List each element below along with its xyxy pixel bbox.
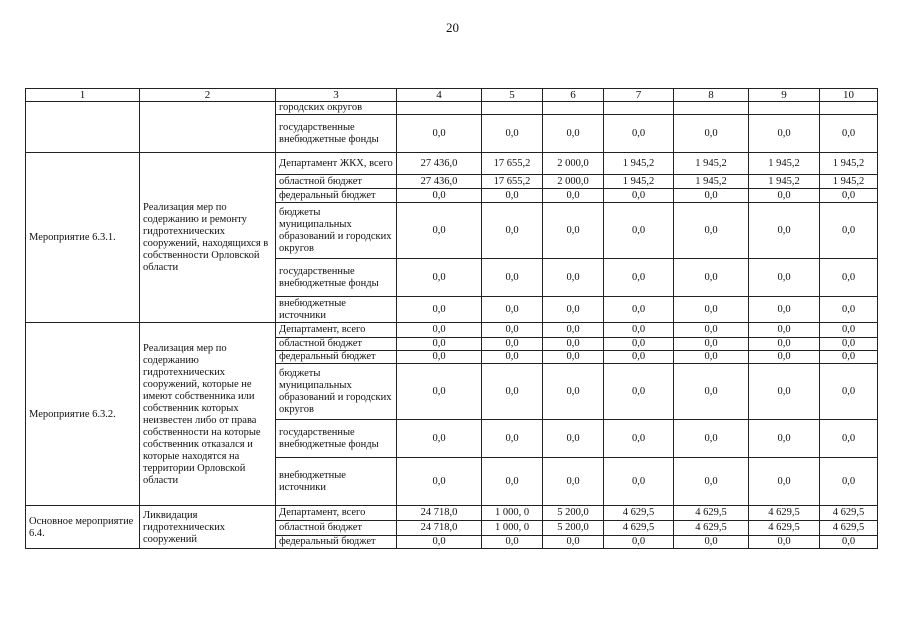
- value-cell: 0,0: [397, 458, 482, 506]
- funding-source: внебюджетные источники: [276, 297, 397, 323]
- value-cell: 0,0: [674, 458, 749, 506]
- value-cell: 0,0: [397, 297, 482, 323]
- table-row: [26, 506, 878, 521]
- value-cell: 0,0: [482, 115, 543, 153]
- measure-description: Реализация мер по содержанию и ремонту гидротехнических сооружений, находящихся в собственности Орловской области: [140, 153, 276, 323]
- funding-source: федеральный бюджет: [276, 536, 397, 549]
- value-cell: 4 629,5: [674, 506, 749, 521]
- value-cell: 0,0: [749, 364, 820, 420]
- funding-table: [25, 88, 878, 549]
- value-cell: 0,0: [482, 351, 543, 364]
- value-cell: 0,0: [604, 189, 674, 203]
- funding-source: государственные внебюджетные фонды: [276, 259, 397, 297]
- value-cell: 0,0: [749, 536, 820, 549]
- value-cell: 0,0: [749, 189, 820, 203]
- value-cell: 17 655,2: [482, 153, 543, 175]
- value-cell: 2 000,0: [543, 153, 604, 175]
- measure-name: Мероприятие 6.3.1.: [26, 153, 140, 323]
- value-cell: 1 945,2: [604, 153, 674, 175]
- value-cell: 1 000, 0: [482, 521, 543, 536]
- value-cell: 0,0: [749, 203, 820, 259]
- value-cell: 0,0: [604, 536, 674, 549]
- value-cell: 1 000, 0: [482, 506, 543, 521]
- funding-source: городских округов: [276, 102, 397, 115]
- value-cell: 27 436,0: [397, 175, 482, 189]
- value-cell: 0,0: [482, 420, 543, 458]
- value-cell: 0,0: [543, 323, 604, 338]
- measure-name: Мероприятие 6.3.2.: [26, 323, 140, 506]
- value-cell: 2 000,0: [543, 175, 604, 189]
- value-cell: 0,0: [749, 297, 820, 323]
- value-cell: 0,0: [543, 297, 604, 323]
- value-cell: 0,0: [604, 458, 674, 506]
- value-cell: 0,0: [543, 364, 604, 420]
- funding-source: Департамент ЖКХ, всего: [276, 153, 397, 175]
- measure-name-cell: [26, 102, 140, 153]
- value-cell: 0,0: [543, 338, 604, 351]
- column-number: 2: [140, 89, 276, 102]
- value-cell: 0,0: [820, 189, 878, 203]
- value-cell: 0,0: [604, 351, 674, 364]
- column-number: 3: [276, 89, 397, 102]
- funding-source: областной бюджет: [276, 175, 397, 189]
- value-cell: 0,0: [482, 458, 543, 506]
- value-cell: 0,0: [820, 323, 878, 338]
- value-cell: 17 655,2: [482, 175, 543, 189]
- value-cell: 0,0: [749, 115, 820, 153]
- column-number: 10: [820, 89, 878, 102]
- value-cell: 0,0: [604, 297, 674, 323]
- value-cell: 4 629,5: [749, 506, 820, 521]
- value-cell: 0,0: [482, 323, 543, 338]
- value-cell: 0,0: [674, 115, 749, 153]
- value-cell: 0,0: [482, 189, 543, 203]
- value-cell: 4 629,5: [604, 521, 674, 536]
- value-cell: 0,0: [674, 297, 749, 323]
- value-cell: 0,0: [674, 536, 749, 549]
- funding-source: государственные внебюджетные фонды: [276, 420, 397, 458]
- funding-source: областной бюджет: [276, 521, 397, 536]
- funding-source: бюджеты муниципальных образований и городских округов: [276, 203, 397, 259]
- value-cell: 0,0: [820, 351, 878, 364]
- value-cell: 0,0: [820, 458, 878, 506]
- value-cell: 0,0: [749, 259, 820, 297]
- value-cell: 0,0: [820, 338, 878, 351]
- funding-source: Департамент, всего: [276, 506, 397, 521]
- column-number: 6: [543, 89, 604, 102]
- value-cell: 0,0: [397, 203, 482, 259]
- value-cell: 0,0: [820, 364, 878, 420]
- column-number: 4: [397, 89, 482, 102]
- value-cell: 0,0: [674, 351, 749, 364]
- value-cell: 0,0: [397, 536, 482, 549]
- measure-name: Основное мероприятие 6.4.: [26, 506, 140, 549]
- value-cell: 1 945,2: [604, 175, 674, 189]
- value-cell: 27 436,0: [397, 153, 482, 175]
- value-cell: 0,0: [674, 259, 749, 297]
- funding-source: областной бюджет: [276, 338, 397, 351]
- value-cell: 0,0: [820, 297, 878, 323]
- value-cell: 0,0: [397, 115, 482, 153]
- value-cell: 0,0: [397, 189, 482, 203]
- value-cell: 0,0: [482, 203, 543, 259]
- value-cell: 4 629,5: [674, 521, 749, 536]
- value-cell: 0,0: [604, 115, 674, 153]
- value-cell: 0,0: [397, 323, 482, 338]
- value-cell: 0,0: [749, 323, 820, 338]
- value-cell: 4 629,5: [749, 521, 820, 536]
- value-cell: 0,0: [604, 259, 674, 297]
- value-cell: 0,0: [674, 203, 749, 259]
- value-cell: 0,0: [674, 420, 749, 458]
- value-cell: 1 945,2: [749, 175, 820, 189]
- value-cell: 1 945,2: [820, 175, 878, 189]
- value-cell: 0,0: [749, 351, 820, 364]
- value-cell: 0,0: [543, 536, 604, 549]
- value-cell: 1 945,2: [674, 175, 749, 189]
- value-cell: 0,0: [674, 323, 749, 338]
- value-cell: 0,0: [749, 458, 820, 506]
- measure-description-cell: [140, 102, 276, 153]
- value-cell: 1 945,2: [749, 153, 820, 175]
- value-cell: 0,0: [749, 420, 820, 458]
- value-cell: 4 629,5: [604, 506, 674, 521]
- value-cell: 0,0: [820, 536, 878, 549]
- value-cell: 0,0: [482, 297, 543, 323]
- value-cell: 0,0: [397, 351, 482, 364]
- value-cell: 0,0: [604, 323, 674, 338]
- value-cell: 0,0: [397, 259, 482, 297]
- value-cell: 5 200,0: [543, 506, 604, 521]
- value-cell: 0,0: [604, 420, 674, 458]
- table-row: [26, 323, 878, 338]
- value-cell: 0,0: [397, 364, 482, 420]
- funding-source: государственные внебюджетные фонды: [276, 115, 397, 153]
- funding-source: федеральный бюджет: [276, 351, 397, 364]
- column-number: 9: [749, 89, 820, 102]
- value-cell: 0,0: [604, 203, 674, 259]
- value-cell: 0,0: [397, 338, 482, 351]
- value-cell: 0,0: [820, 115, 878, 153]
- value-cell: 0,0: [604, 364, 674, 420]
- value-cell: 0,0: [820, 259, 878, 297]
- value-cell: 0,0: [543, 189, 604, 203]
- value-cell: 1 945,2: [674, 153, 749, 175]
- value-cell: 24 718,0: [397, 521, 482, 536]
- funding-source: бюджеты муниципальных образований и городских округов: [276, 364, 397, 420]
- value-cell: 0,0: [482, 364, 543, 420]
- measure-description: Ликвидация гидротехнических сооружений: [140, 506, 276, 549]
- value-cell: 24 718,0: [397, 506, 482, 521]
- value-cell: 0,0: [397, 420, 482, 458]
- column-number: 7: [604, 89, 674, 102]
- value-cell: 0,0: [482, 338, 543, 351]
- value-cell: 0,0: [674, 189, 749, 203]
- column-number-row: [26, 89, 878, 102]
- value-cell: 0,0: [482, 259, 543, 297]
- value-cell: 0,0: [543, 351, 604, 364]
- value-cell: 0,0: [604, 338, 674, 351]
- value-cell: 0,0: [749, 338, 820, 351]
- value-cell: 1 945,2: [820, 153, 878, 175]
- value-cell: 0,0: [543, 115, 604, 153]
- column-number: 1: [26, 89, 140, 102]
- table-row: [26, 153, 878, 175]
- measure-description: Реализация мер по содержанию гидротехнических сооружений, которые не имеют собственника или собственник которых неизвестен либо от права собственности на которые собственник отказался и которые находятся на территории Орловской области: [140, 323, 276, 506]
- value-cell: 4 629,5: [820, 521, 878, 536]
- value-cell: 0,0: [543, 420, 604, 458]
- funding-source: внебюджетные источники: [276, 458, 397, 506]
- value-cell: 4 629,5: [820, 506, 878, 521]
- value-cell: 5 200,0: [543, 521, 604, 536]
- value-cell: 0,0: [543, 458, 604, 506]
- value-cell: 0,0: [820, 203, 878, 259]
- value-cell: 0,0: [482, 536, 543, 549]
- value-cell: 0,0: [674, 338, 749, 351]
- value-cell: 0,0: [543, 203, 604, 259]
- funding-source: федеральный бюджет: [276, 189, 397, 203]
- column-number: 5: [482, 89, 543, 102]
- value-cell: 0,0: [674, 364, 749, 420]
- table-row: [26, 102, 878, 115]
- page-number: 20: [446, 20, 459, 35]
- value-cell: 0,0: [820, 420, 878, 458]
- value-cell: 0,0: [543, 259, 604, 297]
- column-number: 8: [674, 89, 749, 102]
- funding-source: Департамент, всего: [276, 323, 397, 338]
